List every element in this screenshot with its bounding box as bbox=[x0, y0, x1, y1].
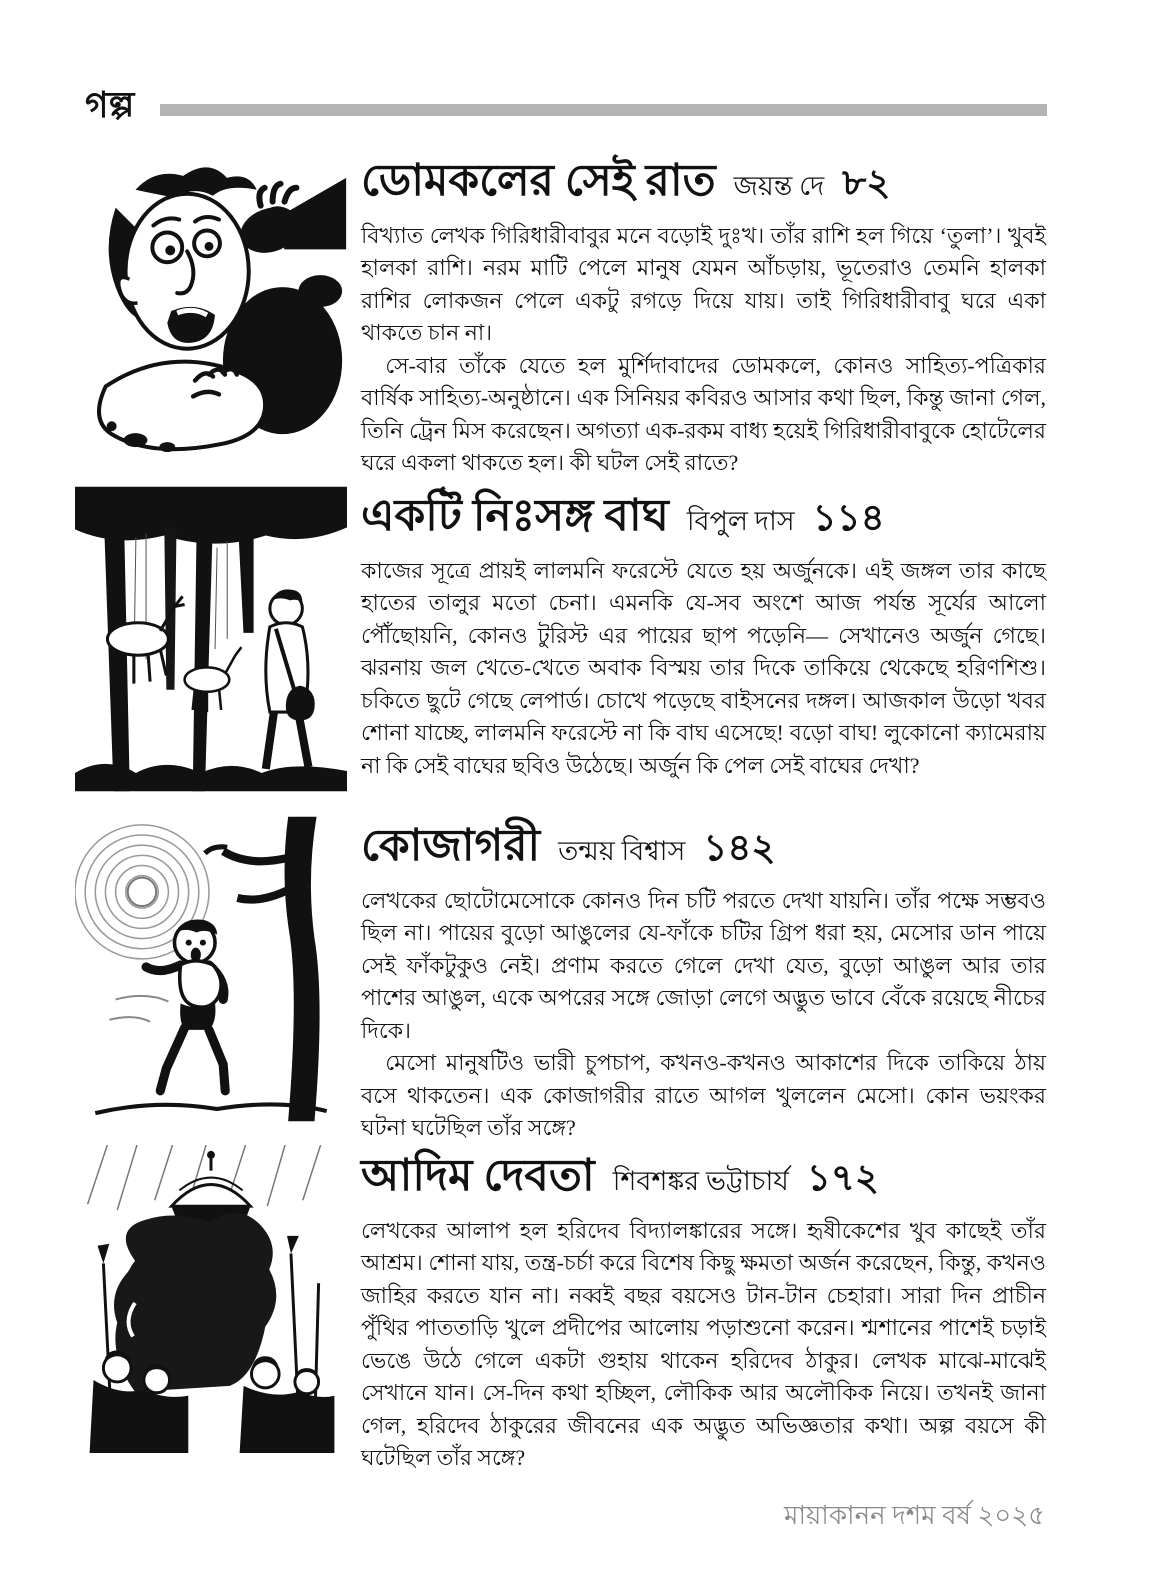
story-2-title-row bbox=[361, 491, 1046, 542]
story-paragraph: মেসো মানুষটিও ভারী চুপচাপ, কখনও-কখনও আকাশের দিকে তাকিয়ে ঠায় বসে থাকতেন। এক কোজাগরীর রাতে আগল খুললেন মেসো। কোন ভয়ংকর ঘটনা ঘটেছিল তাঁর সঙ্গে? bbox=[361, 1050, 1046, 1141]
story-3-title-row bbox=[361, 821, 1046, 872]
story-title: আদিম দেবতা bbox=[361, 1151, 595, 1200]
story-paragraph: লেখকের ছোটোমেসোকে কোনও দিন চটি পরতে দেখা যায়নি। তাঁর পক্ষে সম্ভবও ছিল না। পায়ের বুড়ো আঙুলের যে-ফাঁকে চটির গ্রিপ ধরা হয়, মেসোর ডান পায়ে সেই ফাঁকটুকুও নেই। প্রণাম করতে গেলে দেখা যেত, বুড়ো আঙুল আর তার পাশের আঙুল, একে অপরের সঙ্গে জোড়া লেগে অদ্ভুত ভাবে বেঁকে রয়েছে নীচের দিকে। bbox=[361, 887, 1046, 1043]
story-entry-1 bbox=[75, 150, 1046, 480]
story-page-number: ১৪২ bbox=[703, 828, 776, 869]
forest-deer-man-illustration bbox=[75, 485, 347, 793]
magazine-footer: মায়াকানন দশম বর্ষ ২০২৫ bbox=[784, 1501, 1045, 1530]
boy-running-moonlit-night-illustration bbox=[75, 815, 347, 1123]
story-author: জয়ন্ত দে bbox=[733, 171, 825, 201]
story-entry-4 bbox=[75, 1145, 1046, 1475]
story-page-number: ১৭২ bbox=[806, 1158, 879, 1199]
story-paragraph: বিখ্যাত লেখক গিরিধারীবাবুর মনে বড়োই দুঃখ। তাঁর রাশি হল গিয়ে ‘তুলা’। খুবই হালকা রাশি। নরম মাটি পেলে মানুষ যেমন আঁচড়ায়, ভূতেরাও তেমনি হালকা রাশির লোকজন পেলে একটু রগড়ে দিয়ে যায়। তাই গিরিধারীবাবু ঘরে একা থাকতে চান না। bbox=[361, 222, 1046, 346]
story-entry-2 bbox=[75, 485, 1046, 793]
story-2-description bbox=[361, 555, 1046, 783]
section-heading: গল্প bbox=[85, 85, 135, 125]
story-author: শিবশঙ্কর ভট্টাচার্য bbox=[612, 1166, 789, 1196]
story-1-content bbox=[361, 150, 1046, 480]
story-1-illustration bbox=[75, 150, 347, 458]
story-4-content bbox=[361, 1145, 1046, 1475]
story-4-title-row bbox=[361, 1151, 1046, 1202]
rainy-elephant-procession-illustration bbox=[75, 1145, 347, 1453]
story-page-number: ৮২ bbox=[842, 163, 891, 204]
story-title: ডোমকলের সেই রাত bbox=[361, 156, 716, 205]
story-3-illustration bbox=[75, 815, 347, 1123]
story-title: একটি নিঃসঙ্গ বাঘ bbox=[361, 491, 669, 540]
story-3-content bbox=[361, 815, 1046, 1145]
story-title: কোজাগরী bbox=[361, 821, 541, 870]
story-4-illustration bbox=[75, 1145, 347, 1453]
story-1-title-row bbox=[361, 156, 1046, 207]
story-paragraph: লেখকের আলাপ হল হরিদেব বিদ্যালঙ্কারের সঙ্গে। হৃষীকেশের খুব কাছেই তাঁর আশ্রম। শোনা যায়, তন্ত্র-চর্চা করে বিশেষ কিছু ক্ষমতা অর্জন করেছেন, কিন্তু, কখনও জাহির করতে যান না। নব্বই বছর বয়সেও টান-টান চেহারা। সারা দিন প্রাচীন পুঁথির পাততাড়ি খুলে প্রদীপের আলোয় পড়াশুনো করেন। শ্মশানের পাশেই চড়াই ভেঙে উঠে গেলে একটা গুহায় থাকেন হরিদেব ঠাকুর। লেখক মাঝে-মাঝেই সেখানে যান। সে-দিন কথা হচ্ছিল, লৌকিক আর অলৌকিক নিয়ে। তখনই জানা গেল, হরিদেব ঠাকুরের জীবনের এক অদ্ভুত অভিজ্ঞতার কথা। অল্প বয়সে কী ঘটেছিল তাঁর সঙ্গে? bbox=[361, 1217, 1046, 1471]
story-entry-3 bbox=[75, 815, 1046, 1145]
story-2-content bbox=[361, 485, 1046, 793]
story-paragraph: কাজের সূত্রে প্রায়ই লালমনি ফরেস্টে যেতে হয় অর্জুনকে। এই জঙ্গল তার কাছে হাতের তালুর মতো চেনা। এমনকি যে-সব অংশে আজ পর্যন্ত সূর্যের আলো পৌঁছোয়নি, কোনও টুরিস্ট এর পায়ের ছাপ পড়েনি— সেখানেও অর্জুন গেছে। ঝরনায় জল খেতে-খেতে অবাক বিস্ময় তার দিকে তাকিয়ে থেকেছে হরিণশিশু। চকিতে ছুটে গেছে লেপার্ড। চোখে পড়েছে বাইসনের দঙ্গল। আজকাল উড়ো খবর শোনা যাচ্ছে, লালমনি ফরেস্টে না কি বাঘ এসেছে! বড়ো বাঘ! লুকোনো ক্যামেরায় না কি সেই বাঘের ছবিও উঠেছে। অর্জুন কি পেল সেই বাঘের দেখা? bbox=[361, 557, 1046, 778]
story-3-description bbox=[361, 885, 1046, 1145]
header-divider-bar bbox=[160, 104, 1047, 116]
story-2-illustration bbox=[75, 485, 347, 793]
story-paragraph: সে-বার তাঁকে যেতে হল মুর্শিদাবাদের ডোমকলে, কোনও সাহিত্য-পত্রিকার বার্ষিক সাহিত্য-অনুষ্ঠানে। এক সিনিয়র কবিরও আসার কথা ছিল, কিন্তু জানা গেল, তিনি ট্রেন মিস করেছেন। অগত্যা এক-রকম বাধ্য হয়েই গিরিধারীবাবুকে হোটেলের ঘরে একলা থাকতে হল। কী ঘটল সেই রাতে? bbox=[361, 352, 1046, 476]
story-author: তন্ময় বিশ্বাস bbox=[558, 836, 686, 866]
story-1-description bbox=[361, 220, 1046, 480]
story-author: বিপুল দাস bbox=[686, 506, 795, 536]
scared-man-ghost-hand-illustration bbox=[75, 150, 347, 458]
story-page-number: ১১৪ bbox=[812, 498, 885, 539]
story-4-description bbox=[361, 1215, 1046, 1475]
